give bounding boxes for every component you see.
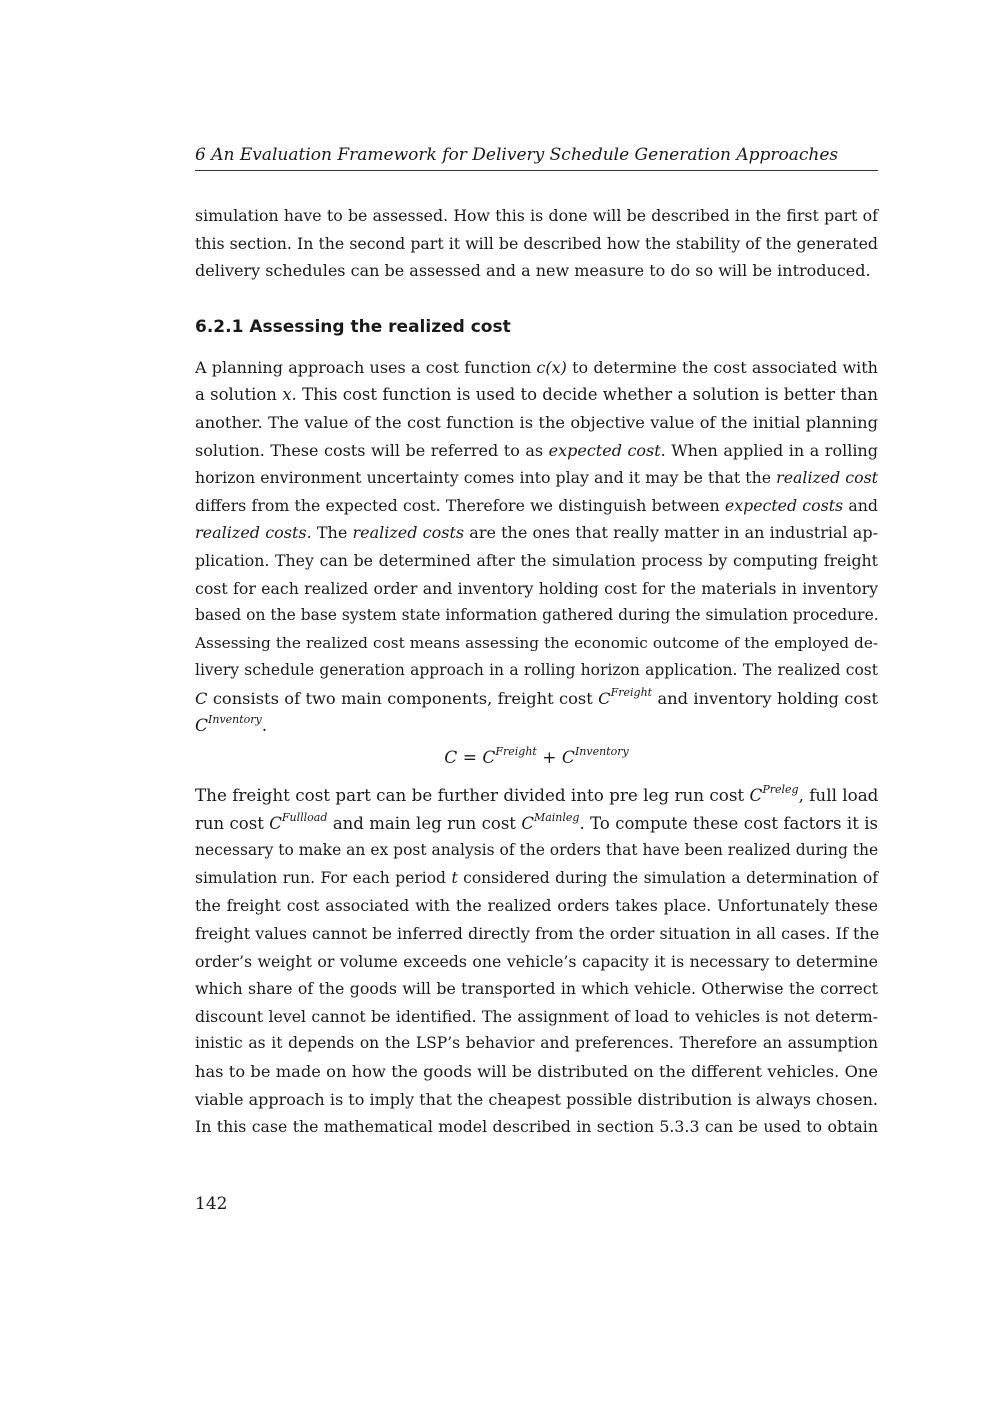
text-line: another. The value of the cost function is the objective value of the initial planning: [195, 412, 878, 432]
text-span: considered during the simulation a determination of: [463, 868, 878, 887]
text-line: [195, 782, 878, 810]
spacer: [195, 285, 878, 313]
text-line: freight values cannot be inferred directly from the order situation in all cases. If the: [195, 924, 880, 944]
page-number: 142: [195, 1194, 228, 1214]
body-text: [195, 202, 878, 1141]
text-line: In this case the mathematical model described in section 5.3.3 can be used to obtain: [195, 1117, 878, 1137]
text-line: discount level cannot be identified. The assignment of load to vehicles is not determ-: [195, 1006, 878, 1026]
math-c: C: [482, 748, 496, 769]
math-c: C: [561, 748, 575, 769]
math-t: t: [451, 868, 458, 887]
text-line: [195, 464, 878, 492]
text-line: cost for each realized order and inventory holding cost for the materials in inventory: [195, 578, 878, 598]
emphasis: expected cost.: [548, 440, 666, 460]
text-span: The: [316, 523, 348, 543]
text-span: a solution: [195, 385, 277, 405]
text-line: [195, 492, 878, 520]
text-line: [195, 685, 878, 713]
intro-line: delivery schedules can be assessed and a new measure to do so will be introduced.: [195, 261, 871, 281]
math-superscript: Mainleg: [533, 810, 580, 824]
text-line: based on the base system state information gathered during the simulation procedure.: [195, 606, 879, 625]
section-heading: 6.2.1 Assessing the realized cost: [195, 316, 511, 337]
text-span: .: [261, 715, 268, 736]
math-c: C: [444, 748, 458, 769]
math-superscript: Inventory: [208, 712, 262, 726]
text-line: [195, 713, 878, 741]
math-c: C: [749, 785, 763, 806]
text-span: solution. These costs will be referred to as: [195, 440, 544, 460]
math-c: C: [195, 715, 209, 736]
math-c-freight: [598, 685, 653, 708]
text-span: horizon environment uncertainty comes into play and it may be that the: [195, 468, 772, 488]
text-span: are the ones that really matter in an industrial ap-: [469, 523, 878, 543]
emphasis: realized cost: [776, 468, 878, 488]
text-span: consists of two main components, freight cost: [212, 688, 593, 708]
text-line: [195, 437, 878, 465]
text-span: and main leg run cost: [332, 813, 516, 833]
text-span: , full load: [798, 785, 879, 806]
text-span: run cost: [195, 813, 264, 833]
math-c: C: [269, 813, 282, 833]
text-span: and inventory holding cost: [657, 688, 879, 708]
emphasis: realized costs.: [195, 523, 312, 543]
text-span: differs from the expected cost. Therefore we distinguish between: [195, 495, 720, 515]
text-line: livery schedule generation approach in a rolling horizon application. The realized cost: [195, 661, 878, 680]
math-c: C: [521, 813, 534, 833]
text-line: necessary to make an ex post analysis of the orders that have been realized during the: [195, 841, 879, 860]
math-superscript: Freight: [495, 745, 537, 759]
text-span: . To compute these cost factors it is: [579, 813, 878, 833]
math-x: x.: [282, 385, 297, 405]
text-span: A planning approach uses a cost function: [195, 357, 532, 377]
text-line: plication. They can be determined after the simulation process by computing freight: [195, 550, 878, 570]
text-span: and: [848, 495, 878, 515]
text-line: [195, 519, 878, 547]
text-line: [195, 381, 878, 409]
text-span: The freight cost part can be further divided into pre leg run cost: [195, 785, 745, 806]
text-line: inistic as it depends on the LSP’s behavior and preferences. Therefore an assumption: [195, 1034, 878, 1053]
text-line: [195, 810, 878, 838]
text-span: This cost function is used to decide whether a solution is better than: [302, 385, 878, 405]
math-superscript: Freight: [610, 685, 653, 699]
math-cx: c(x): [536, 357, 567, 377]
math-c-mainleg: [521, 810, 878, 833]
math-c: C: [195, 688, 208, 708]
text-line: [195, 865, 878, 893]
math-superscript: Preleg: [762, 783, 799, 797]
text-line: which share of the goods will be transported in which vehicle. Otherwise the correct: [195, 979, 878, 999]
intro-line: this section. In the second part it will be described how the stability of the generated: [195, 233, 878, 253]
text-line: viable approach is to imply that the cheapest possible distribution is always chosen.: [195, 1089, 878, 1109]
intro-line: simulation have to be assessed. How this is done will be described in the first part of: [195, 206, 878, 225]
math-c-preleg: [750, 785, 879, 805]
text-line: [195, 354, 878, 382]
text-line: Assessing the realized cost means assessing the economic outcome of the employed de-: [195, 633, 878, 652]
text-line: the freight cost associated with the realized orders takes place. Unfortunately these: [195, 896, 878, 916]
math-c-fullload: [269, 810, 328, 833]
text-span: simulation run. For each period: [195, 868, 446, 887]
emphasis: expected costs: [724, 495, 844, 515]
math-superscript: Fullload: [281, 810, 328, 824]
header-rule: [195, 170, 878, 171]
text-line: order’s weight or volume exceeds one vehicle’s capacity it is necessary to determine: [195, 951, 878, 971]
spacer: [195, 341, 878, 354]
running-head: 6 An Evaluation Framework for Delivery Schedule Generation Approaches: [195, 145, 839, 165]
paragraph-realized-cost: [195, 354, 878, 740]
text-line: has to be made on how the goods will be distributed on the different vehicles. One: [195, 1062, 878, 1082]
text-span: When applied in a rolling: [671, 440, 878, 460]
math-operator: +: [542, 748, 557, 769]
emphasis: realized costs: [352, 523, 465, 543]
math-operator: =: [462, 748, 477, 769]
equation-total-cost: [195, 740, 878, 776]
math-superscript: Inventory: [574, 745, 629, 759]
paragraph-freight-cost: [195, 782, 878, 1141]
text-span: to determine the cost associated with: [572, 357, 878, 377]
math-c: C: [598, 688, 611, 708]
